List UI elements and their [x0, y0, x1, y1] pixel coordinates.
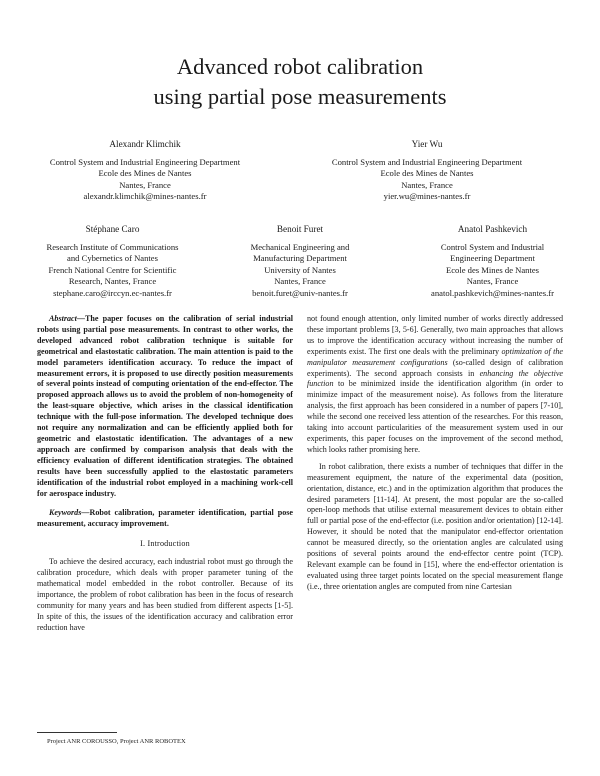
- author-affiliation: Control System and Industrial Engineering Department: [49, 156, 241, 167]
- author-name: Anatol Pashkevich: [457, 224, 528, 234]
- author-location: Nantes, France: [401, 179, 453, 190]
- intro-paragraph: To achieve the desired accuracy, each industrial robot must go through the calibration procedure, which deals with proper parameter tuning of the mathematical model embedded in the robot controller. Because of its importance, the problem of robot calibration has been in the focus of research community for many years and has been studied from different aspects [1-5]. In spite of this, the issues of the identification accuracy and calibration error reduction have: [37, 557, 293, 632]
- author-email: benoit.furet@univ-nantes.fr: [252, 287, 348, 298]
- author-block-klimchik: [15, 139, 275, 203]
- author-email: alexandr.klimchik@mines-nantes.fr: [83, 191, 207, 201]
- abstract: [37, 314, 293, 499]
- title-line-1: Advanced robot calibration: [176, 54, 424, 79]
- body-paragraph: In robot calibration, there exists a number of techniques that differ in the measurement equipment, the nature of the experimental data (position, orientation, distance, etc.) and in the optimization algorithm that produces the desired parameters [11-14]. At present, the most popular are the so-called open-loop methods that utilise external measurement devices to obtain either full or partial pose of the end-effector (i.e. position and/or orientation) [12-14]. However, it should be noted that the manipulator end-effector orientation cannot be measured directly, so the orientation angles are calculated using positions of several points around the end-effector centre point (TCP). Relevant example can be found in [15], where the end-effector orientation is evaluated using three target points located on the special measurement flange (i.e., three orientation angles are computed from nine Cartesian: [307, 461, 563, 591]
- author-email: yier.wu@mines-nantes.fr: [383, 191, 471, 201]
- emphasis-text: enhancing the objective function: [307, 368, 564, 389]
- left-column: [37, 314, 293, 633]
- footnote-divider: [37, 732, 117, 733]
- author-affiliation: Ecole des Mines de Nantes: [98, 168, 192, 178]
- author-block-furet: [215, 224, 385, 299]
- author-affiliation: Engineering Department: [450, 253, 535, 263]
- author-affiliation: Mechanical Engineering and: [250, 241, 350, 252]
- section-heading-introduction: I. Introduction: [140, 539, 190, 549]
- author-name: Benoit Furet: [276, 224, 324, 234]
- author-block-caro: [20, 224, 205, 299]
- right-column: [307, 314, 563, 593]
- author-affiliation: Manufacturing Department: [253, 253, 347, 263]
- author-affiliation: French National Centre for Scientific: [48, 264, 177, 275]
- author-affiliation: Control System and Industrial: [440, 241, 545, 252]
- author-affiliation: Control System and Industrial Engineering Department: [331, 156, 523, 167]
- abstract-text: The paper focuses on the calibration of serial industrial robots using partial pose measurements. In contrast to other works, the developed advanced robot calibration technique is suitable for geometrical and elastostatic calibration. The main attention is paid to the model parameters identification accuracy. To reduce the impact of measurement errors, it is proposed to use directly position measurements of several points instead of computing orientation of the end-effector. The proposed approach allows us to avoid the problem of non-homogeneity of the least-square objective, which arises in the classical identification technique with the full-pose information. The developed technique does not require any normalization and can be efficiently applied both for geometric and elastostatic identification. The advantages of a new approach are confirmed by comparison analysis that deals with the efficiency evaluation of different identification strategies. The obtained results have been successfully applied to the elastostatic parameters identification of the industrial robot employed in a machining work-cell for aerospace industry.: [37, 314, 293, 498]
- author-location: Nantes, France: [119, 179, 171, 190]
- author-location: Nantes, France: [466, 276, 519, 286]
- author-email: anatol.pashkevich@mines-nantes.fr: [431, 287, 554, 298]
- author-name: Alexandr Klimchik: [109, 139, 181, 149]
- author-affiliation: and Cybernetics of Nantes: [67, 253, 158, 263]
- author-location: Nantes, France: [274, 276, 326, 286]
- paper-title: [0, 52, 600, 112]
- keywords-text: Robot calibration, parameter identification, partial pose measurement, accuracy improvement.: [37, 508, 293, 529]
- author-affiliation: Ecole des Mines de Nantes: [380, 168, 474, 178]
- author-block-wu: [297, 139, 557, 203]
- author-affiliation: University of Nantes: [264, 264, 336, 275]
- author-name: Yier Wu: [411, 139, 443, 149]
- author-email: stephane.caro@irccyn.ec-nantes.fr: [53, 287, 172, 298]
- body-paragraph: not found enough attention, only limited number of works directly addressed these important problems [3, 5-6]. Generally, two main approaches that allows us to improve the identification accuracy without increasing the number of experiments exist. The first one deals with the preliminary optimization of the manipulator measurement configurations (so-called design of calibration experiments). The second approach consists in enhancing the objective function to be minimized inside the identification algorithm (in order to minimize impact of the measurement noise). As follows from the literature analysis, the first approach has been considered in a number of papers [7-10], while the second one received less attention of the researches. For this reason, taking into account particularities of the measurement system used in our experiments, this paper focuses on the improvement of the second method, which looks rather promising here.: [307, 314, 564, 454]
- author-location: Research, Nantes, France: [68, 276, 157, 286]
- footnote: Project ANR COROUSSO, Project ANR ROBOTEX: [47, 738, 186, 745]
- author-block-pashkevich: [400, 224, 585, 299]
- author-name: Stéphane Caro: [85, 224, 140, 234]
- keywords-label: Keywords—: [49, 508, 90, 518]
- title-line-2: using partial pose measurements: [153, 84, 447, 109]
- keywords: [37, 508, 293, 530]
- emphasis-text: optimization of the manipulator measurement configurations: [307, 346, 564, 367]
- author-affiliation: Research Institute of Communications: [46, 241, 179, 252]
- author-affiliation: Ecole des Mines de Nantes: [445, 264, 540, 275]
- abstract-label: Abstract—: [49, 314, 85, 323]
